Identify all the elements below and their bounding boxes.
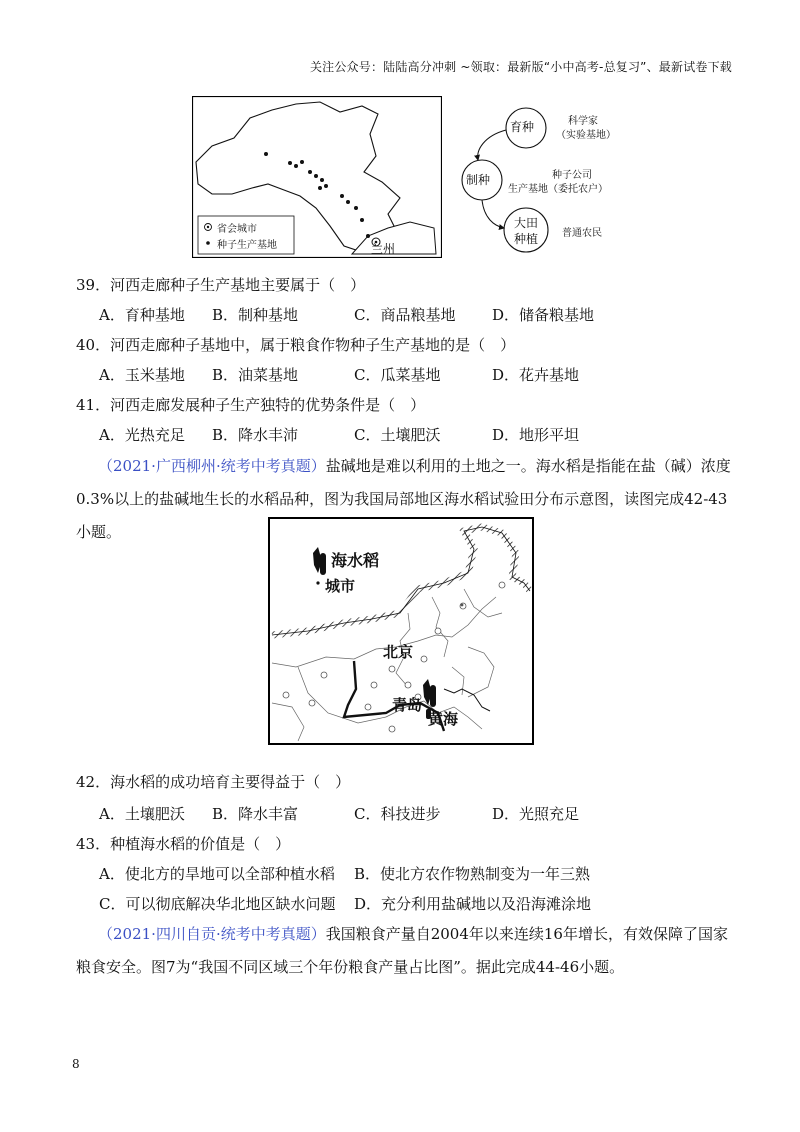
q39-option-a[interactable]: A．育种基地 <box>99 306 185 324</box>
q40-option-c[interactable]: C．瓜菜基地 <box>354 366 441 384</box>
passage-2-text: 我国粮食产量自2004年以来连续16年增长，有效保障了国家粮食安全。图7为“我国不同区域三个年份粮食产量占比图”。据此完成44-46小题。 <box>76 925 728 976</box>
q42-option-a[interactable]: A．土壤肥沃 <box>99 805 185 823</box>
legend-city-dot <box>316 581 319 584</box>
q39-option-d[interactable]: D．储备粮基地 <box>492 306 595 324</box>
q40-option-b[interactable]: B．油菜基地 <box>212 366 299 384</box>
flow-desc3: 普通农民 <box>562 228 602 239</box>
legend-sea-rice-label: 海水稻 <box>331 551 380 570</box>
q41-option-c[interactable]: C．土壤肥沃 <box>354 426 441 444</box>
q41-option-b[interactable]: B．降水丰沛 <box>212 426 299 444</box>
q42-stem: 42．海水稻的成功培育主要得益于（ ） <box>76 773 351 791</box>
qingdao-label: 青岛 <box>392 696 423 714</box>
yellow-sea-label: 黄海 <box>428 710 459 728</box>
flow-step-field-line2: 种植 <box>514 232 539 246</box>
page-header: 关注公众号：陆陆高分冲刺 ~领取：最新版“小中高考-总复习”、最新试卷下载 <box>309 60 732 74</box>
flow-desc1-line2: （实验基地） <box>556 130 616 141</box>
q39-stem: 39．河西走廊种子生产基地主要属于（ ） <box>76 276 366 294</box>
passage-2 <box>76 918 736 984</box>
q43-stem: 43．种植海水稻的价值是（ ） <box>76 835 291 853</box>
legend-capital-label: 省会城市 <box>217 224 257 235</box>
flow-step-breeding: 育种 <box>510 120 535 134</box>
q43-option-c[interactable]: C．可以彻底解决华北地区缺水问题 <box>99 895 336 913</box>
passage-1-text: 盐碱地是难以利用的土地之一。海水稻是指能在盐（碱）浓度0.3%以上的盐碱地生长的水稻品种，图为我国局部地区海水稻试验田分布示意图，读图完成42-43小题。 <box>76 457 731 541</box>
passage-2-source: （2021·四川自贡·统考中考真题） <box>98 925 326 943</box>
q41-option-a[interactable]: A．光热充足 <box>99 426 185 444</box>
q42-option-c[interactable]: C．科技进步 <box>354 805 441 823</box>
q42-option-b[interactable]: B．降水丰富 <box>212 805 299 823</box>
q41-option-d[interactable]: D．地形平坦 <box>492 426 580 444</box>
q40-option-d[interactable]: D．花卉基地 <box>492 366 580 384</box>
q43-option-d[interactable]: D．充分利用盐碱地以及沿海滩涂地 <box>354 895 592 913</box>
q42-option-d[interactable]: D．光照充足 <box>492 805 580 823</box>
flow-step-seed-production: 制种 <box>466 173 491 187</box>
flow-desc2-line2: 生产基地（委托农户） <box>508 184 608 195</box>
passage-1-source: （2021·广西柳州·统考中考真题） <box>98 457 326 475</box>
legend-base-label: 种子生产基地 <box>217 240 277 251</box>
q43-option-a[interactable]: A．使北方的旱地可以全部种植水稻 <box>99 865 335 883</box>
page-number: 8 <box>72 1057 80 1071</box>
flow-desc2-line1: 种子公司 <box>552 170 592 181</box>
q40-stem: 40．河西走廊种子基地中，属于粮食作物种子生产基地的是（ ） <box>76 336 516 354</box>
lanzhou-label: 兰州 <box>371 242 396 256</box>
legend-city-label: 城市 <box>325 577 356 595</box>
beijing-label: 北京 <box>383 643 414 661</box>
q39-option-c[interactable]: C．商品粮基地 <box>354 306 456 324</box>
flow-desc1-line1: 科学家 <box>568 116 598 127</box>
q39-option-b[interactable]: B．制种基地 <box>212 306 299 324</box>
q40-option-a[interactable]: A．玉米基地 <box>99 366 185 384</box>
q41-stem: 41．河西走廊发展种子生产独特的优势条件是（ ） <box>76 396 426 414</box>
q43-option-b[interactable]: B．使北方农作物熟制变为一年三熟 <box>354 865 591 883</box>
flow-step-field-line1: 大田 <box>514 216 539 230</box>
